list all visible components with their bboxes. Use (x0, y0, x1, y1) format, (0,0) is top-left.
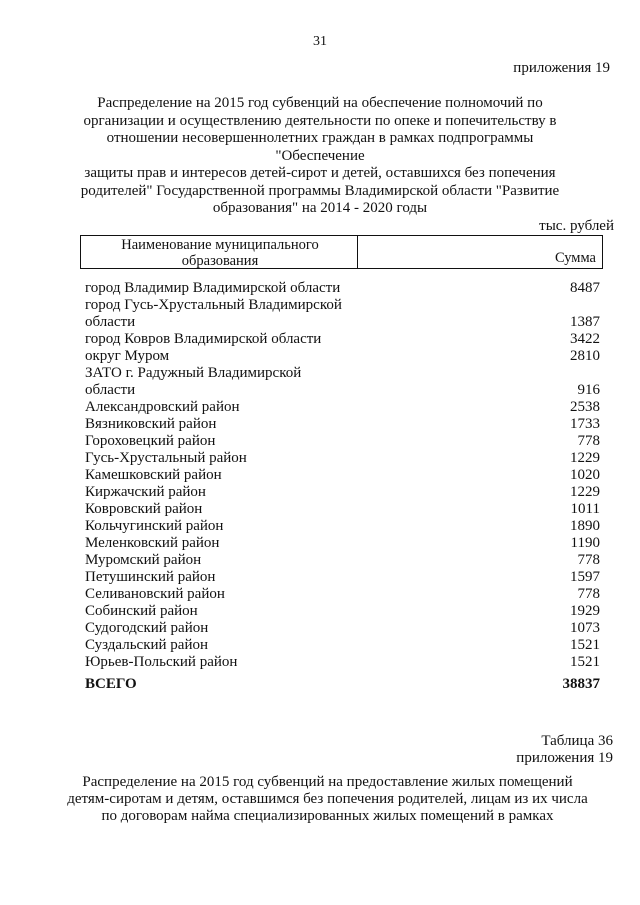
table-body (85, 280, 600, 693)
table-row (85, 348, 600, 365)
row-name-line: Петушинский район (85, 569, 216, 585)
row-name-line: город Ковров Владимирской области (85, 331, 322, 347)
unit-label: тыс. рублей (539, 218, 614, 234)
row-name-line: ЗАТО г. Радужный Владимирской (85, 365, 302, 381)
row-name (85, 331, 385, 348)
row-name-line: Муромский район (85, 552, 202, 568)
title-line: защиты прав и интересов детей-сирот и детей, оставшихся без попечения (84, 165, 556, 181)
row-name-line: Ковровский район (85, 501, 203, 517)
next-table-label (516, 733, 613, 767)
row-name (85, 501, 385, 518)
header-name-line: образования (181, 253, 259, 269)
header-sum-cell: Сумма (554, 250, 596, 266)
row-name-line: Кольчугинский район (85, 518, 224, 534)
row-name-line: Собинский район (85, 603, 198, 619)
table-row (85, 603, 600, 620)
row-name-line: город Владимир Владимирской области (85, 280, 341, 296)
table-row (85, 450, 600, 467)
table-row (85, 518, 600, 535)
row-name-line: город Гусь-Хрустальный Владимирской (85, 297, 342, 313)
next-title-line: Распределение на 2015 год субвенций на предоставление жилых помещений (82, 774, 573, 790)
row-value: 1929 (570, 603, 600, 619)
row-name-line: Юрьев-Польский район (85, 654, 238, 670)
row-value: 1733 (570, 416, 600, 432)
table-row (85, 637, 600, 654)
row-name-line: Александровский район (85, 399, 240, 415)
row-name (85, 518, 385, 535)
row-value: 1521 (570, 637, 600, 653)
row-name (85, 467, 385, 484)
table-row (85, 569, 600, 586)
header-name-line: Наименование муниципального (121, 237, 319, 253)
table-row (85, 280, 600, 297)
table-row (85, 433, 600, 450)
next-title-line: детям-сиротам и детям, оставшимся без попечения родителей, лицам из их числа (67, 791, 588, 807)
row-name-line: Селивановский район (85, 586, 225, 602)
next-table-title (60, 774, 595, 825)
table-row (85, 399, 600, 416)
page-number: 31 (313, 34, 327, 49)
row-name (85, 450, 385, 467)
row-name-line: области (85, 314, 136, 330)
row-name (85, 603, 385, 620)
row-name (85, 620, 385, 637)
title-line: Распределение на 2015 год субвенций на обеспечение полномочий по (97, 95, 543, 111)
row-name (85, 586, 385, 603)
title-line: организации и осуществлению деятельности по опеке и попечительству в (83, 112, 557, 129)
row-name (85, 637, 385, 654)
table-row (85, 654, 600, 671)
title-line: родителей" Государственной программы Владимирской области "Развитие (80, 182, 560, 199)
row-name (85, 535, 385, 552)
table-row (85, 501, 600, 518)
row-name (85, 416, 385, 433)
row-name (85, 569, 385, 586)
row-name (85, 348, 385, 365)
row-name (85, 654, 385, 671)
row-value: 778 (577, 552, 600, 568)
table-row (85, 586, 600, 603)
row-value: 1387 (570, 314, 600, 330)
row-name (85, 552, 385, 569)
row-value: 3422 (570, 331, 600, 347)
title-line: образования" на 2014 - 2020 годы (212, 200, 428, 216)
title-line: отношении несовершеннолетних граждан в рамках подпрограммы "Обеспечение (106, 130, 534, 164)
row-value: 1011 (570, 501, 600, 517)
next-title-line: по договорам найма специализированных жилых помещений в рамках (101, 808, 554, 824)
row-value: 778 (577, 433, 600, 449)
row-name-line: округ Муром (85, 348, 170, 364)
row-name-line: Судогодский район (85, 620, 209, 636)
total-row (85, 676, 600, 693)
row-name-line: области (85, 382, 136, 398)
row-value: 2538 (570, 399, 600, 415)
next-table-label-line: приложения 19 (516, 750, 613, 766)
appendix-label: приложения 19 (513, 60, 610, 76)
table-row (85, 620, 600, 637)
row-name-line: Вязниковский район (85, 416, 217, 432)
row-value: 1521 (570, 654, 600, 670)
total-value: 38837 (562, 676, 600, 692)
row-value: 1073 (570, 620, 600, 636)
table-row (85, 484, 600, 501)
row-name-line: Суздальский район (85, 637, 208, 653)
row-name (85, 399, 385, 416)
row-value: 2810 (570, 348, 600, 364)
row-value: 1190 (570, 535, 600, 551)
row-name-line: Киржачский район (85, 484, 206, 500)
row-value: 1229 (570, 450, 600, 466)
next-table-label-line: Таблица 36 (541, 733, 613, 749)
table-row (85, 297, 600, 331)
row-value: 8487 (570, 280, 600, 296)
table-row (85, 467, 600, 484)
row-name (85, 484, 385, 501)
row-name-line: Камешковский район (85, 467, 222, 483)
row-name (85, 365, 385, 399)
table-row (85, 365, 600, 399)
row-name (85, 433, 385, 450)
row-name-line: Меленковский район (85, 535, 220, 551)
row-name-line: Гороховецкий район (85, 433, 216, 449)
row-name (85, 280, 385, 297)
total-label: ВСЕГО (85, 676, 137, 692)
row-name-line: Гусь-Хрустальный район (85, 450, 247, 466)
table-row (85, 552, 600, 569)
document-title (70, 95, 570, 218)
row-value: 1597 (570, 569, 600, 585)
row-value: 916 (577, 382, 600, 398)
row-value: 778 (577, 586, 600, 602)
row-value: 1020 (570, 467, 600, 483)
table-row (85, 331, 600, 348)
row-name (85, 297, 385, 331)
header-divider (357, 236, 358, 268)
row-value: 1229 (570, 484, 600, 500)
table-row (85, 416, 600, 433)
table-header (80, 235, 603, 269)
header-name-cell (89, 237, 351, 269)
row-value: 1890 (570, 518, 600, 534)
table-row (85, 535, 600, 552)
